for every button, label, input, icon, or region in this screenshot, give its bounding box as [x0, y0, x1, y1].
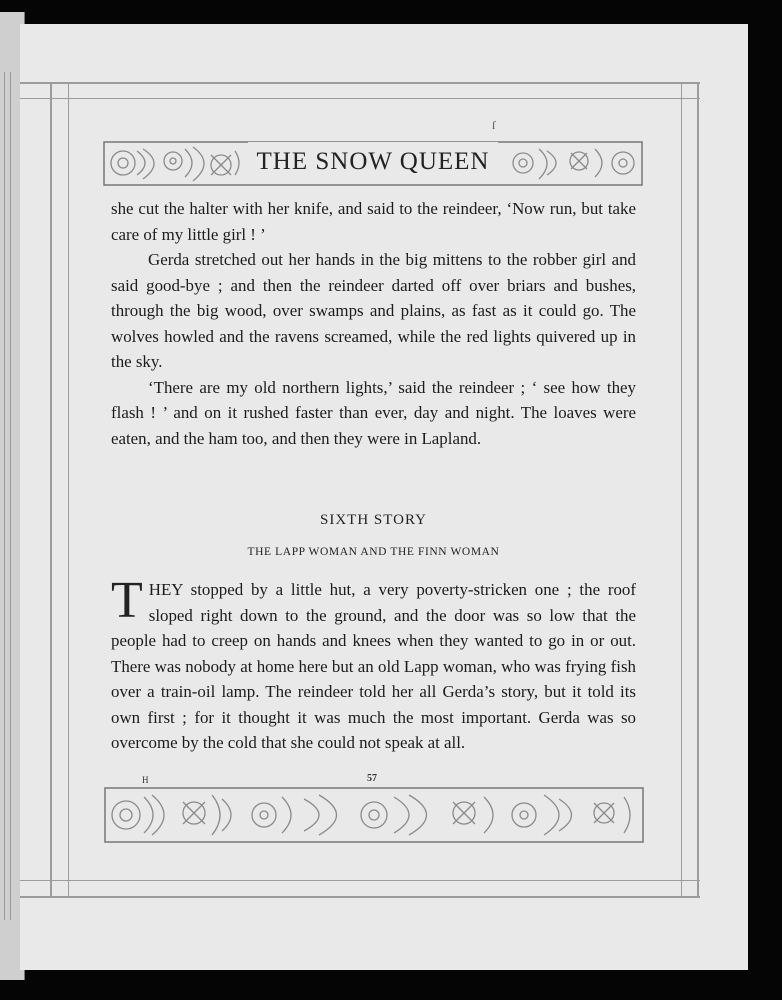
footer-ornament-icon [104, 787, 644, 843]
frame-rule-bottom-outer [20, 896, 700, 898]
page-number: 57 [367, 773, 377, 784]
story-opening-paragraph [111, 572, 636, 756]
frame-rule-left-inner [68, 82, 69, 898]
body-text [111, 196, 636, 451]
paragraph-3: ‘There are my old northern lights,’ said the reindeer ; ‘ see how they flash ! ’ and on it rushed faster than ever, day and night. The loaves were eaten, and the ham too, and then they were in Lapland. [111, 377, 636, 448]
frame-rule-left-outer [50, 82, 52, 898]
drop-cap: T [111, 572, 143, 629]
frame-rule-right-inner [681, 82, 682, 898]
paragraph-1: she cut the halter with her knife, and said to the reindeer, ‘Now run, but take care of my little girl ! ’ [111, 199, 636, 244]
frame-rule-top-inner [20, 98, 700, 99]
paragraph-2: Gerda stretched out her hands in the big mittens to the robber girl and said good-bye ; and then the reindeer darted off over briars and bushes, through the big wood, over swamps and plains, as fast as it could go. The wolves howled and the ravens screamed, while the red lights quivered up in the sky. [111, 250, 636, 371]
frame-rule-top-outer [20, 82, 700, 84]
opening-text: HEY stopped by a little hut, a very poverty-stricken one ; the roof sloped right down to the ground, and the door was so low that the people had to creep on hands and knees when they wanted to go in or out. There was nobody at home here but an old Lapp woman, who was frying fish over a train-oil lamp. The reindeer told her all Gerda’s story, but it told its own first ; for it thought it was much the most important. Gerda was so overcome by the cold that she could not speak at all. [111, 580, 636, 752]
ink-mark: ſ [492, 118, 496, 132]
running-header-box [248, 142, 498, 182]
story-heading: SIXTH STORY [320, 512, 427, 528]
frame-rule-right-outer [697, 82, 699, 898]
page-title: THE SNOW QUEEN [256, 148, 490, 175]
signature-mark: H [142, 775, 149, 785]
story-subheading: THE LAPP WOMAN AND THE FINN WOMAN [247, 546, 500, 558]
frame-rule-bottom-inner [20, 880, 700, 881]
